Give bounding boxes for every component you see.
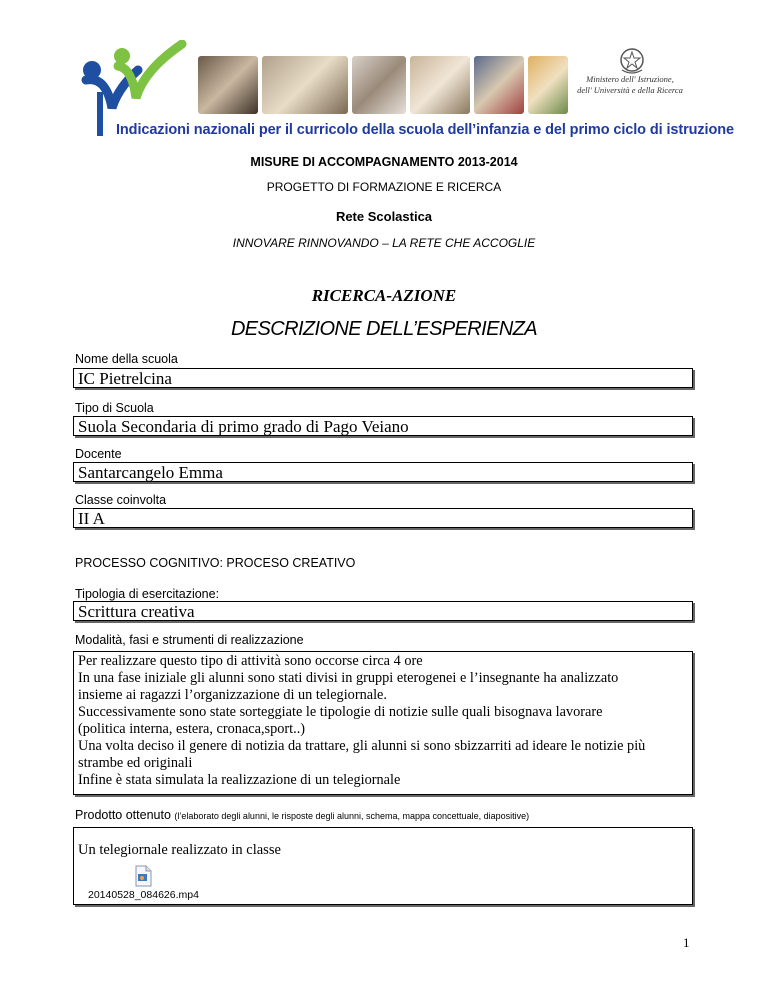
scuola-field: IC Pietrelcina	[73, 368, 693, 388]
photo-5	[474, 56, 524, 114]
prodotto-note: (l’elaborato degli alunni, le risposte degli alunni, schema, mappa concettuale, diapositive)	[174, 811, 530, 821]
prodotto-field	[73, 827, 693, 905]
prodotto-label: Prodotto ottenuto (l’elaborato degli alunni, le risposte degli alunni, schema, mappa concettuale, diapositive)	[75, 808, 530, 822]
tipologia-label: Tipologia di esercitazione:	[75, 587, 220, 601]
docente-field: Santarcangelo Emma	[73, 462, 693, 482]
photo-1	[198, 56, 258, 114]
video-file-icon[interactable]	[132, 865, 154, 887]
banner-title: Indicazioni nazionali per il curricolo della scuola dell’infanzia e del primo ciclo di istruzione	[116, 122, 734, 138]
classe-label: Classe coinvolta	[75, 493, 167, 507]
title-descrizione: DESCRIZIONE DELL’ESPERIENZA	[230, 318, 538, 340]
modalita-line: Infine è stata simulata la realizzazione di un telegiornale	[78, 772, 401, 788]
file-name[interactable]: 20140528_084626.mp4	[88, 889, 199, 901]
processo-cognitivo: PROCESSO COGNITIVO: PROCESO CREATIVO	[75, 556, 356, 570]
photo-2	[262, 56, 348, 114]
header-banner	[78, 40, 734, 140]
modalita-line: strambe ed originali	[78, 755, 193, 771]
prodotto-value: Un telegiornale realizzato in classe	[78, 842, 281, 858]
title-rete: Rete Scolastica	[335, 209, 433, 224]
photo-4	[410, 56, 470, 114]
title-misure: MISURE DI ACCOMPAGNAMENTO 2013-2014	[250, 155, 518, 169]
modalita-line: Successivamente sono state sorteggiate le tipologie di notizie sulle quali bisognava lavorare	[78, 704, 603, 720]
tipologia-field: Scrittura creativa	[73, 601, 693, 621]
docente-label: Docente	[75, 447, 122, 461]
scuola-label: Nome della scuola	[75, 352, 178, 366]
title-innovare: INNOVARE RINNOVANDO – LA RETE CHE ACCOGLIE	[232, 236, 536, 250]
modalita-line: Una volta deciso il genere di notizia da trattare, gli alunni si sono sbizzarriti ad ideare le notizie più	[78, 738, 646, 754]
title-progetto: PROGETTO DI FORMAZIONE E RICERCA	[266, 180, 502, 194]
modalita-line: (politica interna, estera, cronaca,sport..)	[78, 721, 306, 737]
modalita-label: Modalità, fasi e strumenti di realizzazione	[75, 633, 304, 647]
modalita-line: Per realizzare questo tipo di attività sono occorse circa 4 ore	[78, 653, 423, 669]
republic-emblem-icon	[618, 46, 646, 76]
modalita-line: In una fase iniziale gli alunni sono stati divisi in gruppi eterogenei e l’insegnante ha analizzato	[78, 670, 619, 686]
modalita-field	[73, 651, 693, 795]
photo-6	[528, 56, 568, 114]
tipo-label: Tipo di Scuola	[75, 401, 154, 415]
ministry-name: Ministero dell' Istruzione, dell' Università e della Ricerca	[577, 74, 683, 95]
modalita-line: insieme ai ragazzi l’organizzazione di un telegiornale.	[78, 687, 387, 703]
page-number: 1	[683, 935, 690, 950]
classe-field: II A	[73, 508, 693, 528]
photo-3	[352, 56, 406, 114]
tipo-field: Suola Secondaria di primo grado di Pago Veiano	[73, 416, 693, 436]
title-ricerca-azione: RICERCA-AZIONE	[311, 286, 457, 305]
